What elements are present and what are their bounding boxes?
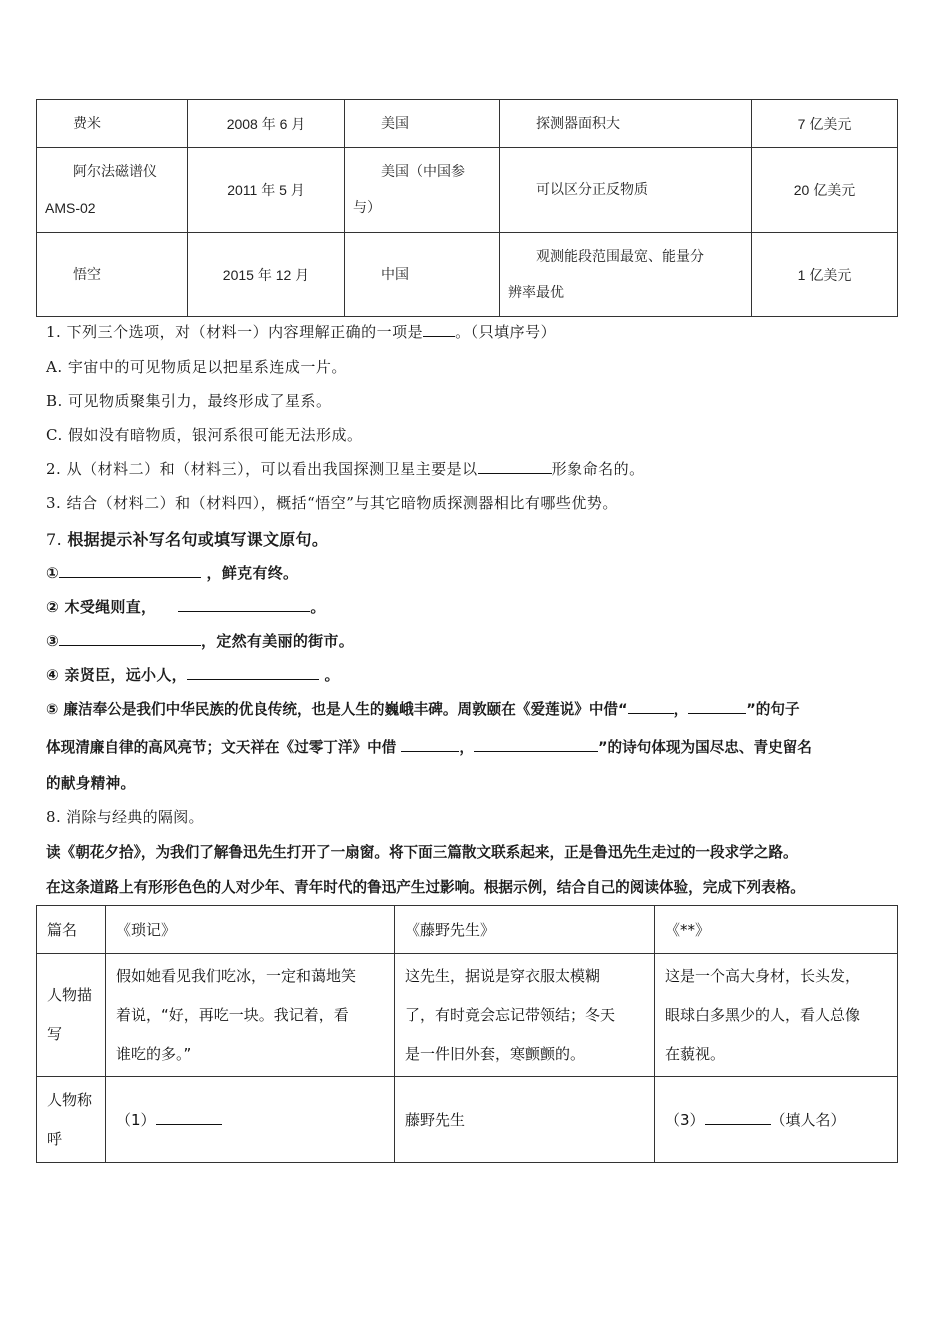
question-7-item-1: ① ，鲜克有终。	[46, 564, 299, 582]
answer-blank[interactable]	[423, 322, 455, 337]
answer-blank[interactable]	[178, 597, 310, 612]
answer-blank[interactable]	[59, 631, 201, 646]
header-cell: 《琐记》	[106, 906, 395, 954]
question-7-item-5-line2: 体现清廉自律的高风亮节；文天祥在《过零丁洋》中借 ， ”的诗句体现为国尽忠、青史留名	[46, 739, 812, 756]
answer-blank[interactable]	[187, 665, 319, 680]
answer-blank[interactable]	[628, 699, 674, 714]
detector-name: 悟空	[37, 233, 188, 317]
name-cell: （1）	[106, 1077, 395, 1163]
question-7-item-5-line3: 的献身精神。	[46, 775, 136, 792]
feature: 探测器面积大	[500, 100, 752, 148]
answer-blank[interactable]	[688, 699, 746, 714]
question-7-item-3: ③ ，定然有美丽的街市。	[46, 632, 355, 650]
detector-name: 阿尔法磁谱仪 AMS-02	[37, 148, 188, 233]
description-cell: 假如她看见我们吃冰，一定和蔼地笑 着说，“好，再吃一块。我记着，看 谁吃的多。”	[106, 954, 395, 1077]
name-cell: （3） （填人名）	[655, 1077, 898, 1163]
answer-blank[interactable]	[156, 1110, 222, 1125]
option-c: C. 假如没有暗物质，银河系很可能无法形成。	[46, 426, 363, 444]
country: 美国	[345, 100, 500, 148]
answer-blank[interactable]	[59, 563, 201, 578]
name-cell: 藤野先生	[395, 1077, 655, 1163]
launch-date: 2011 年 5 月	[188, 148, 345, 233]
row-label: 人物描 写	[37, 954, 106, 1077]
table-row	[37, 148, 898, 233]
description-cell: 这是一个高大身材，长头发， 眼球白多黑少的人，看人总像 在藐视。	[655, 954, 898, 1077]
essay-table	[36, 905, 898, 1163]
cost: 20 亿美元	[752, 148, 898, 233]
table-row	[37, 233, 898, 317]
country: 美国（中国参 与）	[345, 148, 500, 233]
question-3: 3. 结合（材料二）和（材料四），概括“悟空”与其它暗物质探测器相比有哪些优势。	[46, 494, 618, 512]
table-header-row	[37, 906, 898, 954]
header-cell: 《**》	[655, 906, 898, 954]
question-8-intro-line2: 在这条道路上有形形色色的人对少年、青年时代的鲁迅产生过影响。根据示例，结合自己的阅读体验，完成下列表格。	[46, 879, 805, 896]
question-2: 2. 从（材料二）和（材料三），可以看出我国探测卫星主要是以 形象命名的。	[46, 460, 645, 478]
option-b: B. 可见物质聚集引力，最终形成了星系。	[46, 392, 332, 410]
answer-blank[interactable]	[401, 737, 459, 752]
launch-date: 2015 年 12 月	[188, 233, 345, 317]
question-7-title: 7. 根据提示补写名句或填写课文原句。	[46, 530, 329, 549]
header-cell: 篇名	[37, 906, 106, 954]
cost: 1 亿美元	[752, 233, 898, 317]
table-row-description	[37, 954, 898, 1077]
question-7-item-4: ④ 亲贤臣，远小人， 。	[46, 666, 340, 684]
answer-blank[interactable]	[474, 737, 598, 752]
detector-name: 费米	[37, 100, 188, 148]
launch-date: 2008 年 6 月	[188, 100, 345, 148]
header-cell: 《藤野先生》	[395, 906, 655, 954]
row-label: 人物称 呼	[37, 1077, 106, 1163]
question-8-title: 8. 消除与经典的隔阂。	[46, 808, 204, 826]
cost: 7 亿美元	[752, 100, 898, 148]
question-1: 1. 下列三个选项，对（材料一）内容理解正确的一项是 。（只填序号）	[46, 323, 557, 341]
feature: 可以区分正反物质	[500, 148, 752, 233]
detector-table	[36, 99, 898, 317]
question-8-intro-line1: 读《朝花夕拾》，为我们了解鲁迅先生打开了一扇窗。将下面三篇散文联系起来，正是鲁迅先生走过的一段求学之路。	[46, 844, 798, 861]
country: 中国	[345, 233, 500, 317]
table-row-name	[37, 1077, 898, 1163]
answer-blank[interactable]	[478, 459, 552, 474]
answer-blank[interactable]	[705, 1110, 771, 1125]
question-7-item-5-line1: ⑤ 廉洁奉公是我们中华民族的优良传统，也是人生的巍峨丰碑。周敦颐在《爱莲说》中借“ ， ”的句子	[46, 701, 800, 718]
description-cell: 这先生，据说是穿衣服太模糊 了，有时竟会忘记带领结；冬天 是一件旧外套，寒颤颤的。	[395, 954, 655, 1077]
feature: 观测能段范围最宽、能量分 辨率最优	[500, 233, 752, 317]
table-row	[37, 100, 898, 148]
question-7-item-2: ② 木受绳则直， 。	[46, 598, 326, 616]
option-a: A. 宇宙中的可见物质足以把星系连成一片。	[46, 358, 347, 376]
